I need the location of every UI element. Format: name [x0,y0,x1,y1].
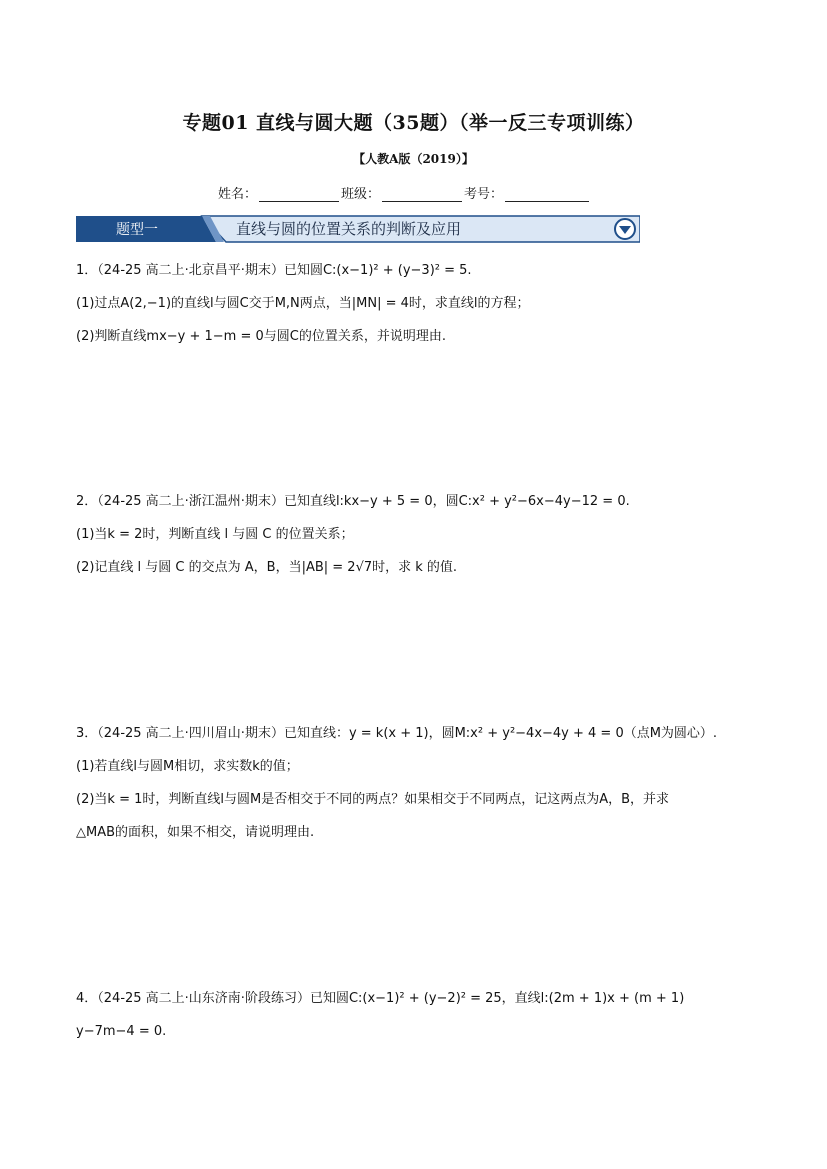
question-2-part-1: (1)当k = 2时，判断直线 l 与圆 C 的位置关系； [76,527,354,542]
question-4-stem: 4．（24-25 高二上·山东济南·阶段练习）已知圆C:(x−1)² + (y−2)² = 25，直线l:(2m + 1)x + (m + 1) [76,991,685,1006]
class-label: 班级： [341,187,381,202]
section-heading: 直线与圆的位置关系的判断及应用 [236,220,462,238]
student-info [218,183,591,202]
question-1-stem: 1．（24-25 高二上·北京昌平·期末）已知圆C:(x−1)² + (y−3)² = 5. [76,263,472,278]
question-2-stem: 2．（24-25 高二上·浙江温州·期末）已知直线l:kx−y + 5 = 0，圆C:x² + y²−6x−4y−12 = 0. [76,494,630,509]
question-2-part-2: (2)记直线 l 与圆 C 的交点为 A，B，当|AB| = 2√7时，求 k 的值. [76,560,458,575]
question-4-stem-cont: y−7m−4 = 0. [76,1024,167,1039]
chevron-down-circle-icon[interactable] [614,218,636,240]
question-3-part-2: (2)当k = 1时，判断直线l与圆M是否相交于不同的两点？如果相交于不同两点，记这两点为A，B，并求 [76,792,670,807]
exam-no-label: 考号： [464,187,504,202]
question-1-part-2: (2)判断直线mx−y + 1−m = 0与圆C的位置关系，并说明理由. [76,329,446,344]
page-title: 专题01 直线与圆大题（35题）（举一反三专项训练） [182,112,645,134]
question-3-part-2-cont: △MAB的面积，如果不相交，请说明理由. [76,825,315,840]
name-label: 姓名： [218,187,258,202]
question-1-part-1: (1)过点A(2,−1)的直线l与圆C交于M,N两点，当|MN| = 4时，求直线l的方程； [76,296,530,311]
name-field[interactable] [259,187,339,202]
question-3-part-1: (1)若直线l与圆M相切，求实数k的值； [76,759,299,774]
question-3-stem: 3．（24-25 高二上·四川眉山·期末）已知直线：y = k(x + 1)，圆M:x² + y²−4x−4y + 4 = 0（点M为圆心）. [76,726,718,741]
section-banner [76,214,640,244]
section-tag: 题型一 [116,222,158,238]
edition-label: 【人教A版（2019）】 [353,152,474,166]
exam-no-field[interactable] [505,187,589,202]
class-field[interactable] [382,187,462,202]
